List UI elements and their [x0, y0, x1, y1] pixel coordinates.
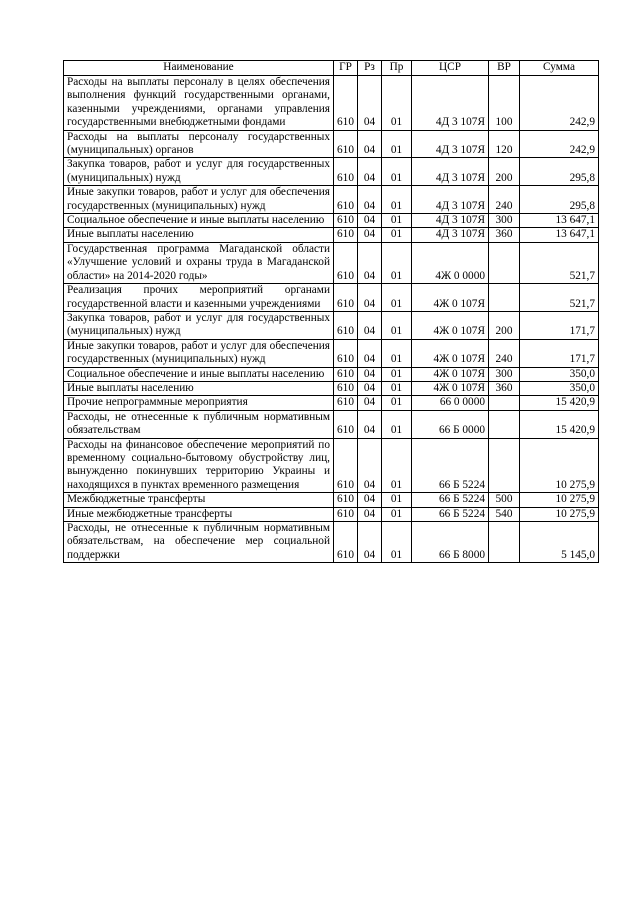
- cell-rz: 04: [358, 284, 382, 312]
- cell-vr: [489, 242, 520, 283]
- cell-sum: 10 275,9: [520, 493, 599, 507]
- cell-pr: 01: [382, 284, 412, 312]
- cell-csr: 4Ж 0 107Я: [412, 311, 489, 339]
- cell-sum: 521,7: [520, 242, 599, 283]
- cell-gr: 610: [334, 367, 358, 381]
- cell-pr: 01: [382, 381, 412, 395]
- cell-rz: 04: [358, 76, 382, 131]
- cell-gr: 610: [334, 339, 358, 367]
- cell-vr: 240: [489, 339, 520, 367]
- cell-sum: 15 420,9: [520, 410, 599, 438]
- cell-sum: 5 145,0: [520, 522, 599, 563]
- cell-sum: 13 647,1: [520, 228, 599, 242]
- cell-vr: 100: [489, 76, 520, 131]
- cell-gr: 610: [334, 438, 358, 493]
- cell-gr: 610: [334, 493, 358, 507]
- cell-vr: 300: [489, 214, 520, 228]
- cell-rz: 04: [358, 410, 382, 438]
- table-row: [64, 284, 599, 312]
- cell-csr: 66 Б 5224: [412, 507, 489, 521]
- table-row: [64, 522, 599, 563]
- cell-rz: 04: [358, 381, 382, 395]
- table-body: [64, 76, 599, 563]
- cell-rz: 04: [358, 507, 382, 521]
- header-rz: Рз: [358, 61, 382, 76]
- table-row: [64, 493, 599, 507]
- table-header-row: [64, 61, 599, 76]
- cell-name: Расходы на выплаты персоналу в целях обеспечения выполнения функций государственными органами, казенными учреждениями, органами управления государственными внебюджетными фондами: [64, 76, 334, 131]
- cell-csr: 4Д 3 107Я: [412, 186, 489, 214]
- cell-vr: [489, 396, 520, 410]
- cell-sum: 242,9: [520, 130, 599, 158]
- cell-sum: 10 275,9: [520, 507, 599, 521]
- cell-vr: [489, 522, 520, 563]
- cell-sum: 10 275,9: [520, 438, 599, 493]
- cell-rz: 04: [358, 311, 382, 339]
- table-row: [64, 311, 599, 339]
- cell-pr: 01: [382, 493, 412, 507]
- cell-name: Иные выплаты населению: [64, 381, 334, 395]
- cell-csr: 4Ж 0 0000: [412, 242, 489, 283]
- cell-vr: 200: [489, 158, 520, 186]
- cell-name: Иные закупки товаров, работ и услуг для обеспечения государственных (муниципальных) нужд: [64, 339, 334, 367]
- cell-sum: 13 647,1: [520, 214, 599, 228]
- cell-pr: 01: [382, 311, 412, 339]
- cell-sum: 295,8: [520, 158, 599, 186]
- table-row: [64, 396, 599, 410]
- cell-csr: 66 Б 5224: [412, 493, 489, 507]
- cell-rz: 04: [358, 339, 382, 367]
- cell-sum: 15 420,9: [520, 396, 599, 410]
- cell-vr: [489, 410, 520, 438]
- table-row: [64, 76, 599, 131]
- cell-csr: 4Ж 0 107Я: [412, 367, 489, 381]
- cell-gr: 610: [334, 186, 358, 214]
- table-row: [64, 438, 599, 493]
- table-row: [64, 381, 599, 395]
- cell-gr: 610: [334, 228, 358, 242]
- table-row: [64, 228, 599, 242]
- cell-csr: 4Д 3 107Я: [412, 158, 489, 186]
- cell-gr: 610: [334, 130, 358, 158]
- cell-vr: 500: [489, 493, 520, 507]
- cell-rz: 04: [358, 242, 382, 283]
- header-name: Наименование: [64, 61, 334, 76]
- cell-name: Расходы, не отнесенные к публичным нормативным обязательствам, на обеспечение мер социальной поддержки: [64, 522, 334, 563]
- table-row: [64, 367, 599, 381]
- table-row: [64, 242, 599, 283]
- cell-gr: 610: [334, 410, 358, 438]
- cell-rz: 04: [358, 396, 382, 410]
- cell-csr: 4Д 3 107Я: [412, 228, 489, 242]
- cell-csr: 4Ж 0 107Я: [412, 339, 489, 367]
- cell-name: Расходы на выплаты персоналу государственных (муниципальных) органов: [64, 130, 334, 158]
- cell-rz: 04: [358, 522, 382, 563]
- cell-pr: 01: [382, 522, 412, 563]
- cell-name: Реализация прочих мероприятий органами государственной власти и казенными учреждениями: [64, 284, 334, 312]
- cell-pr: 01: [382, 507, 412, 521]
- cell-gr: 610: [334, 214, 358, 228]
- cell-rz: 04: [358, 186, 382, 214]
- cell-pr: 01: [382, 438, 412, 493]
- cell-vr: [489, 438, 520, 493]
- cell-sum: 171,7: [520, 339, 599, 367]
- cell-pr: 01: [382, 158, 412, 186]
- cell-gr: 610: [334, 158, 358, 186]
- cell-gr: 610: [334, 522, 358, 563]
- cell-sum: 350,0: [520, 367, 599, 381]
- table-row: [64, 507, 599, 521]
- cell-pr: 01: [382, 367, 412, 381]
- cell-rz: 04: [358, 367, 382, 381]
- cell-gr: 610: [334, 284, 358, 312]
- cell-gr: 610: [334, 507, 358, 521]
- cell-rz: 04: [358, 493, 382, 507]
- cell-sum: 171,7: [520, 311, 599, 339]
- budget-table: [63, 60, 599, 563]
- cell-vr: 240: [489, 186, 520, 214]
- table-row: [64, 339, 599, 367]
- cell-pr: 01: [382, 410, 412, 438]
- cell-vr: 360: [489, 228, 520, 242]
- cell-gr: 610: [334, 381, 358, 395]
- cell-csr: 4Д 3 107Я: [412, 214, 489, 228]
- cell-gr: 610: [334, 311, 358, 339]
- cell-csr: 66 Б 0000: [412, 410, 489, 438]
- cell-pr: 01: [382, 228, 412, 242]
- table-row: [64, 158, 599, 186]
- cell-name: Иные закупки товаров, работ и услуг для обеспечения государственных (муниципальных) нужд: [64, 186, 334, 214]
- cell-vr: 300: [489, 367, 520, 381]
- cell-rz: 04: [358, 130, 382, 158]
- cell-sum: 350,0: [520, 381, 599, 395]
- header-sum: Сумма: [520, 61, 599, 76]
- cell-name: Социальное обеспечение и иные выплаты населению: [64, 214, 334, 228]
- cell-vr: 540: [489, 507, 520, 521]
- cell-rz: 04: [358, 214, 382, 228]
- cell-gr: 610: [334, 242, 358, 283]
- cell-vr: 120: [489, 130, 520, 158]
- cell-name: Прочие непрограммные мероприятия: [64, 396, 334, 410]
- cell-name: Межбюджетные трансферты: [64, 493, 334, 507]
- cell-name: Закупка товаров, работ и услуг для государственных (муниципальных) нужд: [64, 311, 334, 339]
- header-pr: Пр: [382, 61, 412, 76]
- cell-name: Государственная программа Магаданской области «Улучшение условий и охраны труда в Магаданской области» на 2014-2020 годы»: [64, 242, 334, 283]
- budget-document: [63, 60, 598, 563]
- table-row: [64, 410, 599, 438]
- cell-pr: 01: [382, 186, 412, 214]
- table-row: [64, 130, 599, 158]
- cell-csr: 4Ж 0 107Я: [412, 381, 489, 395]
- cell-pr: 01: [382, 242, 412, 283]
- cell-vr: [489, 284, 520, 312]
- header-gr: ГР: [334, 61, 358, 76]
- cell-name: Закупка товаров, работ и услуг для государственных (муниципальных) нужд: [64, 158, 334, 186]
- cell-rz: 04: [358, 438, 382, 493]
- cell-pr: 01: [382, 396, 412, 410]
- table-row: [64, 214, 599, 228]
- cell-csr: 4Ж 0 107Я: [412, 284, 489, 312]
- cell-vr: 360: [489, 381, 520, 395]
- cell-sum: 242,9: [520, 76, 599, 131]
- cell-name: Расходы на финансовое обеспечение мероприятий по временному социально-бытовому обустройству лиц, вынужденно покинувших территорию Украины и находящихся в пунктах временного размещения: [64, 438, 334, 493]
- cell-csr: 66 Б 5224: [412, 438, 489, 493]
- cell-pr: 01: [382, 130, 412, 158]
- cell-name: Социальное обеспечение и иные выплаты населению: [64, 367, 334, 381]
- cell-csr: 4Д 3 107Я: [412, 130, 489, 158]
- cell-gr: 610: [334, 396, 358, 410]
- cell-name: Иные выплаты населению: [64, 228, 334, 242]
- cell-pr: 01: [382, 339, 412, 367]
- cell-pr: 01: [382, 214, 412, 228]
- cell-csr: 66 0 0000: [412, 396, 489, 410]
- cell-name: Иные межбюджетные трансферты: [64, 507, 334, 521]
- header-csr: ЦСР: [412, 61, 489, 76]
- cell-rz: 04: [358, 158, 382, 186]
- table-row: [64, 186, 599, 214]
- header-vr: ВР: [489, 61, 520, 76]
- cell-sum: 521,7: [520, 284, 599, 312]
- cell-name: Расходы, не отнесенные к публичным нормативным обязательствам: [64, 410, 334, 438]
- cell-vr: 200: [489, 311, 520, 339]
- cell-csr: 66 Б 8000: [412, 522, 489, 563]
- cell-pr: 01: [382, 76, 412, 131]
- cell-rz: 04: [358, 228, 382, 242]
- cell-gr: 610: [334, 76, 358, 131]
- cell-sum: 295,8: [520, 186, 599, 214]
- cell-csr: 4Д 3 107Я: [412, 76, 489, 131]
